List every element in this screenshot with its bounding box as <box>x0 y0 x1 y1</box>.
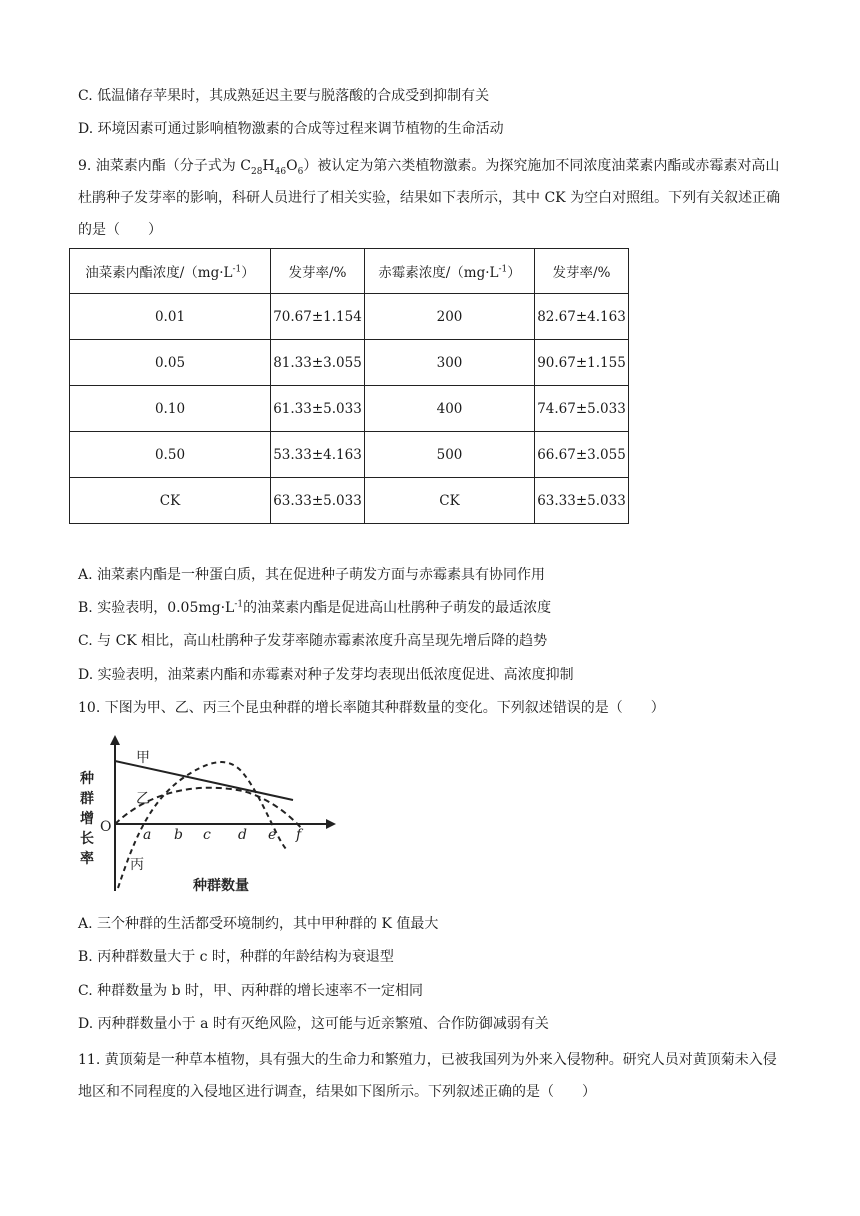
table-cell: 63.33±5.033 <box>271 478 365 524</box>
table-cell: 90.67±1.155 <box>535 340 629 386</box>
table-cell: 53.33±4.163 <box>271 432 365 478</box>
table-header-row <box>70 249 629 294</box>
header-germination-1: 发芽率/% <box>271 249 365 294</box>
tick-d: d <box>238 827 247 843</box>
header-germination-2: 发芽率/% <box>535 249 629 294</box>
q10-option-a: A. 三个种群的生活都受环境制约，其中甲种群的 K 值最大 <box>78 916 439 932</box>
table-cell: 63.33±5.033 <box>535 478 629 524</box>
table-row <box>70 294 629 340</box>
table-cell: 0.50 <box>70 432 271 478</box>
header-gibberellin-conc <box>365 249 535 294</box>
table-cell: 400 <box>365 386 535 432</box>
q10-stem: 10. 下图为甲、乙、丙三个昆虫种群的增长率随其种群数量的变化。下列叙述错误的是（ ） <box>78 700 665 716</box>
y-axis-arrow <box>110 735 120 745</box>
origin-label: O <box>100 819 112 835</box>
ylabel-char-5: 率 <box>80 851 94 867</box>
q9-option-d: D. 实验表明，油菜素内酯和赤霉素对种子发芽均表现出低浓度促进、高浓度抑制 <box>78 667 574 683</box>
table-cell: 200 <box>365 294 535 340</box>
q9-option-c: C. 与 CK 相比，高山杜鹃种子发芽率随赤霉素浓度升高呈现先增后降的趋势 <box>78 633 548 649</box>
q8-option-c: C. 低温储存苹果时，其成熟延迟主要与脱落酸的合成受到抑制有关 <box>78 88 490 104</box>
header-close: ） <box>507 265 521 281</box>
q9-data-table <box>69 248 629 524</box>
tick-c: c <box>203 827 211 843</box>
option-b-pre: B. 实验表明，0.05mg·L <box>78 600 235 616</box>
population-growth-figure <box>78 733 348 896</box>
x-axis-label: 种群数量 <box>193 878 249 894</box>
tick-b: b <box>174 827 183 843</box>
tick-e: e <box>268 827 277 843</box>
table-cell: 66.67±3.055 <box>535 432 629 478</box>
q9-option-b <box>78 597 551 619</box>
table-row <box>70 432 629 478</box>
tick-a: a <box>143 827 152 843</box>
ylabel-char-1: 种 <box>80 771 94 787</box>
formula-sub-o: 6 <box>297 166 304 177</box>
table-cell: 82.67±4.163 <box>535 294 629 340</box>
option-b-sup: -1 <box>234 599 244 610</box>
table-cell: CK <box>70 478 271 524</box>
q9-option-a: A. 油菜素内酯是一种蛋白质，其在促进种子萌发方面与赤霉素具有协同作用 <box>78 567 546 583</box>
formula-o: O <box>286 158 298 174</box>
ylabel-char-4: 长 <box>80 831 94 847</box>
option-b-post: 的油菜素内酯是促进高山杜鹃种子萌发的最适浓度 <box>243 600 552 616</box>
q8-option-d: D. 环境因素可通过影响植物激素的合成等过程来调节植物的生命活动 <box>78 121 504 137</box>
q9-stem-a: 9. 油菜素内酯（分子式为 C <box>78 158 251 174</box>
table-cell: 0.10 <box>70 386 271 432</box>
unit-sup: -1 <box>498 264 508 275</box>
header-close: ） <box>241 265 255 281</box>
label-yi: 乙 <box>136 791 150 807</box>
formula-sub-c: 28 <box>250 166 263 177</box>
q10-option-c: C. 种群数量为 b 时，甲、丙种群的增长速率不一定相同 <box>78 983 423 999</box>
label-jia: 甲 <box>136 750 150 766</box>
q9-stem-b: ）被认定为第六类植物激素。为探究施加不同浓度油菜素内酯或赤霉素对高山杜鹃种子发芽率的影响，科研人员进行了相关实验，结果如下表所示，其中 CK 为空白对照组。下列有关叙述正确的是（ ） <box>78 158 781 238</box>
x-axis-arrow <box>326 819 336 829</box>
ylabel-char-3: 增 <box>80 811 94 827</box>
table-row <box>70 478 629 524</box>
q10-option-b: B. 丙种群数量大于 c 时，种群的年龄结构为衰退型 <box>78 949 394 965</box>
header-text: 赤霉素浓度/（mg·L <box>378 265 499 281</box>
table-cell: 300 <box>365 340 535 386</box>
q10-option-d: D. 丙种群数量小于 a 时有灭绝风险，这可能与近亲繁殖、合作防御减弱有关 <box>78 1016 549 1032</box>
q11-stem: 11. 黄顶菊是一种草本植物，具有强大的生命力和繁殖力，已被我国列为外来入侵物种。研究人员对黄顶菊未入侵地区和不同程度的入侵地区进行调查，结果如下图所示。下列叙述正确的是（ ） <box>78 1052 777 1100</box>
q9-stem <box>78 150 782 246</box>
tick-f: f <box>296 827 302 843</box>
table-cell: 74.67±5.033 <box>535 386 629 432</box>
table-cell: 61.33±5.033 <box>271 386 365 432</box>
ylabel-char-2: 群 <box>80 791 94 807</box>
table-cell: 81.33±3.055 <box>271 340 365 386</box>
formula-h: H <box>262 158 275 174</box>
table-cell: 0.05 <box>70 340 271 386</box>
table-cell: 70.67±1.154 <box>271 294 365 340</box>
table-cell: 500 <box>365 432 535 478</box>
header-brassinolide-conc <box>70 249 271 294</box>
unit-sup: -1 <box>232 264 242 275</box>
label-bing: 丙 <box>130 857 144 873</box>
table-cell: CK <box>365 478 535 524</box>
table-row <box>70 340 629 386</box>
formula-sub-h: 46 <box>274 166 287 177</box>
header-text: 油菜素内酯浓度/（mg·L <box>85 265 233 281</box>
table-row <box>70 386 629 432</box>
table-cell: 0.01 <box>70 294 271 340</box>
